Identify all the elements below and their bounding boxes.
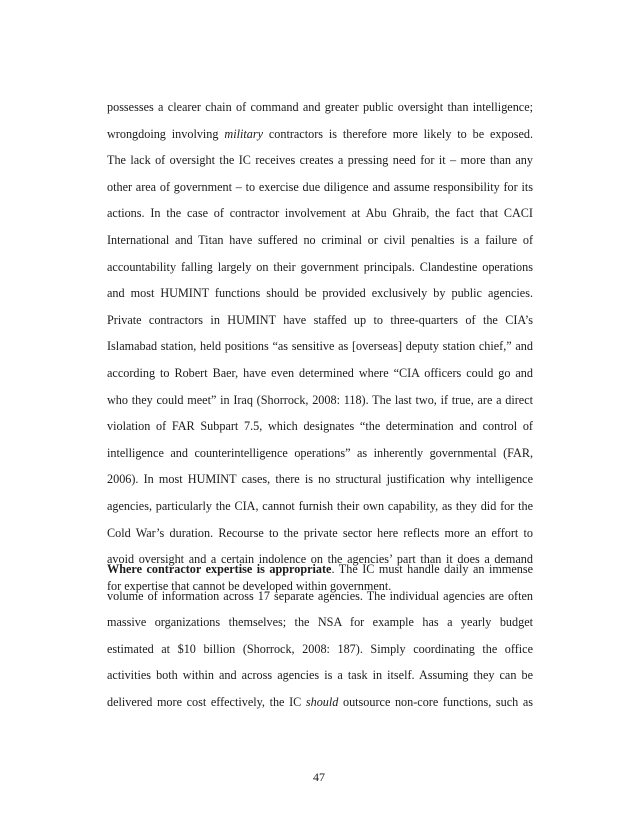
text-line: Cold War’s duration. Recourse to the private sector here reflects more an effort to (107, 525, 533, 540)
paragraph-contractor-expertise (107, 556, 533, 716)
text-line: and most HUMINT functions should be provided exclusively by public agencies. (107, 286, 533, 301)
section-heading: Where contractor expertise is appropriate (107, 562, 332, 576)
text-line: other area of government – to exercise due diligence and assume responsibility for its (107, 179, 533, 194)
page-number: 47 (313, 770, 325, 784)
text-run: outsource non-core functions, such as (338, 694, 533, 709)
text-line: for expertise that cannot be developed within government. (107, 578, 392, 593)
text-line: The lack of oversight the IC receives creates a pressing need for it – more than any (107, 153, 533, 168)
text-line: estimated at $10 billion (Shorrock, 2008: 187). Simply coordinating the office (107, 641, 533, 656)
text-line (107, 121, 533, 148)
emphasis-text: military (224, 126, 263, 141)
text-line: volume of information across 17 separate agencies. The individual agencies are often (107, 588, 533, 603)
emphasis-text: should (305, 694, 339, 709)
text-run: . The IC must handle daily an immense (331, 562, 533, 576)
text-line: Islamabad station, held positions “as sensitive as [overseas] deputy station chief,” and (107, 339, 533, 354)
text-line: 2006). In most HUMINT cases, there is no structural justification why intelligence (107, 472, 533, 487)
text-line (107, 556, 533, 583)
text-line: possesses a clearer chain of command and greater public oversight than intelligence; (107, 100, 533, 114)
text-line: avoid oversight and a certain indolence on the agencies’ part than it does a demand (107, 552, 533, 567)
text-run: wrongdoing involving (107, 126, 225, 141)
text-line (107, 689, 533, 716)
text-line: International and Titan have suffered no criminal or civil penalties is a failure of (107, 232, 533, 247)
text-line: who they could meet” in Iraq (Shorrock, 2008: 118). The last two, if true, are a direct (107, 392, 533, 407)
text-line: massive organizations themselves; the NSA for example has a yearly budget (107, 615, 533, 630)
text-line: Private contractors in HUMINT have staffed up to three-quarters of the CIA’s (107, 312, 533, 327)
text-run: delivered more cost effectively, the IC (107, 694, 306, 709)
text-line: accountability falling largely on their government principals. Clandestine operations (107, 259, 533, 274)
paragraph-oversight (107, 94, 533, 599)
text-line: according to Robert Baer, have even determined where “CIA officers could go and (107, 365, 533, 380)
text-run: contractors is therefore more likely to be exposed. (262, 126, 533, 141)
text-line: actions. In the case of contractor involvement at Abu Ghraib, the fact that CACI (107, 206, 533, 221)
text-line: agencies, particularly the CIA, cannot furnish their own capability, as they did for the (107, 498, 533, 513)
text-line: activities both within and across agencies is a task in itself. Assuming they can be (107, 668, 533, 683)
text-line: intelligence and counterintelligence operations” as inherently governmental (FAR, (107, 445, 533, 460)
text-line: violation of FAR Subpart 7.5, which designates “the determination and control of (107, 419, 533, 434)
